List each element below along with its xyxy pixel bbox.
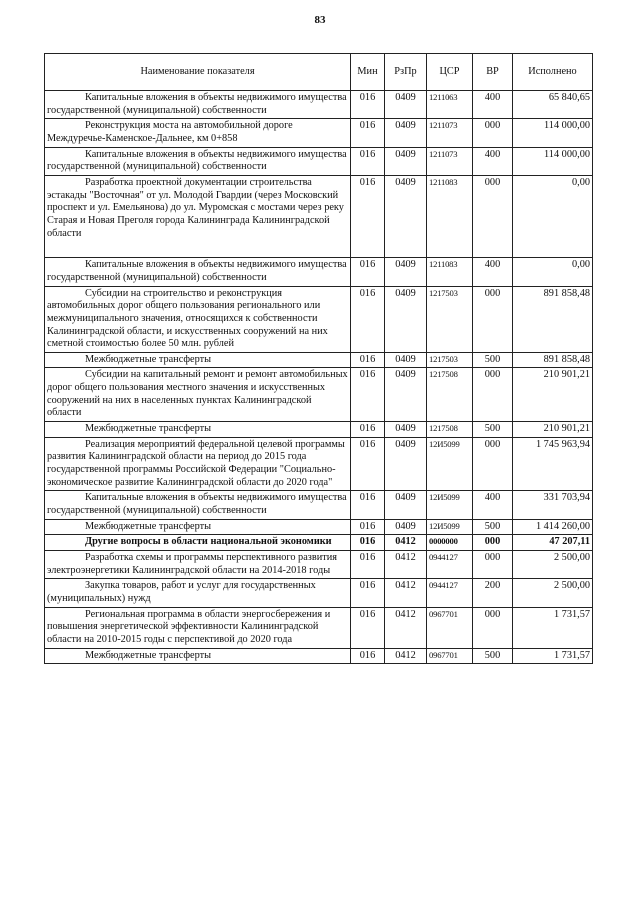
row-rzpr-text: 0409 (395, 287, 416, 299)
header-csr: ЦСР (427, 54, 473, 91)
row-name-text: Межбюджетные трансферты (85, 423, 212, 435)
row-vr (473, 352, 513, 368)
row-rzpr-text: 0409 (395, 423, 416, 435)
row-name (45, 437, 351, 491)
table-row (45, 422, 593, 438)
row-min-text: 016 (359, 287, 376, 299)
row-vr (473, 91, 513, 119)
table-row (45, 91, 593, 119)
row-min-text: 016 (359, 148, 376, 160)
row-executed-text: 1 414 260,00 (535, 520, 590, 532)
table-row (45, 607, 593, 648)
row-rzpr-text: 0409 (395, 92, 416, 103)
row-rzpr (385, 91, 427, 119)
row-rzpr (385, 648, 427, 664)
row-vr (473, 519, 513, 535)
header-vr: ВР (473, 54, 513, 91)
row-vr-text: 400 (484, 148, 501, 160)
row-name (45, 147, 351, 175)
row-executed-text: 210 901,21 (543, 423, 590, 435)
row-vr-text: 000 (484, 287, 501, 299)
row-rzpr (385, 579, 427, 607)
table-row (45, 519, 593, 535)
row-csr (427, 368, 473, 422)
row-vr-text: 000 (484, 120, 501, 132)
row-name (45, 535, 351, 551)
row-csr-text: 1217508 (429, 423, 458, 434)
row-csr (427, 491, 473, 519)
row-name-text: Капитальные вложения в объекты недвижимого имущества государственной (муниципальной) собственности (47, 148, 347, 173)
row-name-text: Межбюджетные трансферты (85, 649, 212, 661)
row-spacer (47, 240, 348, 256)
row-rzpr (385, 535, 427, 551)
row-executed-text: 891 858,48 (543, 353, 590, 365)
row-csr (427, 519, 473, 535)
row-rzpr-text: 0412 (395, 649, 416, 661)
header-rzpr: РзПр (385, 54, 427, 91)
row-vr-text: 500 (484, 649, 501, 661)
table-row (45, 119, 593, 147)
row-vr (473, 437, 513, 491)
row-vr-text: 200 (484, 580, 501, 592)
row-executed (513, 368, 593, 422)
row-name-text: Разработка схемы и программы перспективного развития электроэнергетики Калининградской области на 2014-2018 годы (47, 552, 337, 576)
row-executed (513, 491, 593, 519)
row-rzpr-text: 0409 (395, 176, 416, 188)
row-rzpr (385, 368, 427, 422)
row-csr-text: 1217503 (429, 287, 458, 298)
row-csr-text: 12И5099 (429, 438, 460, 449)
table-row (45, 551, 593, 579)
row-min (351, 648, 385, 664)
row-rzpr-text: 0409 (395, 438, 416, 450)
row-vr-text: 500 (484, 520, 501, 532)
row-csr (427, 648, 473, 664)
row-executed (513, 607, 593, 648)
row-executed-text: 0,00 (571, 176, 590, 188)
row-csr (427, 551, 473, 579)
row-vr (473, 119, 513, 147)
row-name (45, 422, 351, 438)
row-rzpr-text: 0409 (395, 259, 416, 271)
row-name-text: Разработка проектной документации строительства эстакады "Восточная" от ул. Молодой Гвардии (через Московский проспект и ул. Емельянова) до ул. Муромская с мостами через реку Старая и Новая Преголя города Калининграда Калининградской области (47, 176, 344, 239)
row-name (45, 579, 351, 607)
row-name-text: Капитальные вложения в объекты недвижимого имущества государственной (муниципальной) собственности (47, 492, 347, 517)
row-csr-text: 1211073 (429, 148, 458, 159)
row-name (45, 352, 351, 368)
row-executed (513, 648, 593, 664)
row-rzpr-text: 0409 (395, 520, 416, 532)
row-min (351, 286, 385, 352)
row-rzpr (385, 286, 427, 352)
row-csr-text: 1211073 (429, 120, 458, 131)
row-min-text: 016 (359, 120, 376, 132)
row-rzpr-text: 0412 (395, 536, 416, 548)
row-executed-text: 114 000,00 (544, 148, 590, 160)
row-executed (513, 147, 593, 175)
row-rzpr (385, 119, 427, 147)
row-rzpr (385, 607, 427, 648)
row-executed-text: 2 500,00 (553, 580, 590, 592)
row-executed (513, 437, 593, 491)
row-vr (473, 648, 513, 664)
row-name-text: Региональная программа в области энергосбережения и повышения энергетической эффективности Калининградской области на 2010-2015 годы с перспективой до 2020 года (47, 608, 331, 645)
row-executed-text: 1 731,57 (553, 608, 590, 620)
row-executed-text: 210 901,21 (543, 369, 590, 381)
row-name-text: Межбюджетные трансферты (85, 520, 212, 532)
row-min (351, 119, 385, 147)
row-csr (427, 258, 473, 286)
row-vr (473, 535, 513, 551)
row-csr-text: 0944127 (429, 552, 458, 562)
row-vr (473, 422, 513, 438)
row-vr (473, 551, 513, 579)
row-min-text: 016 (359, 580, 376, 592)
row-vr-text: 000 (484, 552, 501, 563)
row-rzpr (385, 491, 427, 519)
row-csr-text: 0967701 (429, 649, 458, 660)
header-min: Мин (351, 54, 385, 91)
row-csr-text: 12И5099 (429, 520, 460, 531)
row-rzpr (385, 175, 427, 257)
row-min-text: 016 (359, 520, 376, 532)
table-row (45, 437, 593, 491)
row-vr-text: 400 (484, 92, 501, 103)
row-vr (473, 579, 513, 607)
row-executed (513, 519, 593, 535)
row-rzpr-text: 0409 (395, 492, 416, 504)
row-csr (427, 286, 473, 352)
row-min (351, 579, 385, 607)
row-executed (513, 258, 593, 286)
row-csr-text: 1211083 (429, 176, 458, 187)
table-row (45, 648, 593, 664)
row-executed (513, 579, 593, 607)
row-vr-text: 400 (484, 259, 501, 271)
row-vr (473, 286, 513, 352)
row-csr-text: 1211063 (429, 92, 458, 102)
row-csr (427, 437, 473, 491)
row-name (45, 119, 351, 147)
row-vr (473, 368, 513, 422)
row-executed (513, 535, 593, 551)
row-rzpr (385, 352, 427, 368)
row-vr-text: 000 (484, 438, 501, 450)
row-rzpr (385, 437, 427, 491)
row-rzpr (385, 258, 427, 286)
row-csr-text: 1217503 (429, 353, 458, 364)
row-name-text: Другие вопросы в области национальной экономики (85, 536, 332, 548)
row-rzpr-text: 0412 (395, 608, 416, 620)
row-min-text: 016 (359, 608, 376, 620)
row-executed-text: 891 858,48 (543, 287, 590, 299)
row-min (351, 422, 385, 438)
row-executed-text: 1 745 963,94 (535, 438, 590, 450)
table-row (45, 352, 593, 368)
row-csr-text: 0000000 (429, 536, 458, 547)
row-executed-text: 65 840,65 (548, 92, 590, 103)
row-min (351, 258, 385, 286)
row-executed-text: 2 500,00 (553, 552, 590, 563)
row-executed (513, 352, 593, 368)
row-rzpr (385, 519, 427, 535)
row-min (351, 607, 385, 648)
table-row (45, 368, 593, 422)
row-min-text: 016 (359, 552, 376, 563)
row-min (351, 551, 385, 579)
row-name (45, 519, 351, 535)
row-min (351, 535, 385, 551)
table-row (45, 258, 593, 286)
row-name-text: Капитальные вложения в объекты недвижимого имущества государственной (муниципальной) собственности (47, 92, 347, 116)
row-min (351, 175, 385, 257)
table-row (45, 535, 593, 551)
row-min-text: 016 (359, 259, 376, 271)
row-csr-text: 1211083 (429, 259, 458, 270)
page-number: 83 (314, 14, 326, 26)
row-rzpr (385, 551, 427, 579)
header-executed: Исполнено (513, 54, 593, 91)
row-rzpr-text: 0409 (395, 353, 416, 365)
table-header-row (45, 54, 593, 91)
row-min-text: 016 (359, 423, 376, 435)
row-vr-text: 500 (484, 353, 501, 365)
row-min-text: 016 (359, 353, 376, 365)
row-executed-text: 0,00 (571, 259, 590, 271)
row-vr (473, 147, 513, 175)
row-min-text: 016 (359, 369, 376, 381)
row-executed (513, 551, 593, 579)
row-csr (427, 535, 473, 551)
row-rzpr-text: 0412 (395, 580, 416, 592)
row-vr-text: 000 (484, 608, 501, 620)
row-executed-text: 1 731,57 (553, 649, 590, 661)
row-vr-text: 000 (484, 176, 501, 188)
row-csr-text: 12И5099 (429, 492, 460, 503)
table-row (45, 491, 593, 519)
row-min-text: 016 (359, 92, 376, 103)
row-executed-text: 331 703,94 (543, 492, 590, 504)
row-name (45, 286, 351, 352)
row-csr (427, 119, 473, 147)
row-rzpr (385, 422, 427, 438)
row-min (351, 91, 385, 119)
row-name (45, 607, 351, 648)
row-rzpr-text: 0409 (395, 369, 416, 381)
row-min-text: 016 (359, 536, 376, 548)
row-vr-text: 500 (484, 423, 501, 435)
row-csr (427, 422, 473, 438)
row-name (45, 491, 351, 519)
row-min-text: 016 (359, 176, 376, 188)
row-min (351, 147, 385, 175)
row-vr-text: 400 (484, 492, 501, 504)
row-name (45, 648, 351, 664)
row-name (45, 175, 351, 257)
row-min-text: 016 (359, 438, 376, 450)
row-rzpr-text: 0412 (395, 552, 416, 563)
row-csr-text: 0967701 (429, 608, 458, 619)
row-min (351, 368, 385, 422)
budget-table (44, 53, 593, 664)
row-csr (427, 579, 473, 607)
table-body (45, 91, 593, 664)
row-csr-text: 0944127 (429, 580, 458, 591)
table-row (45, 579, 593, 607)
row-csr (427, 175, 473, 257)
row-rzpr (385, 147, 427, 175)
row-vr (473, 258, 513, 286)
row-name-text: Реконструкция моста на автомобильной дороге Междуречье-Каменское-Дальнее, км 0+858 (47, 120, 293, 144)
row-executed (513, 286, 593, 352)
row-vr (473, 491, 513, 519)
row-name-text: Капитальные вложения в объекты недвижимого имущества государственной (муниципальной) собственности (47, 259, 347, 283)
row-name (45, 551, 351, 579)
row-csr-text: 1217508 (429, 369, 458, 380)
row-min (351, 352, 385, 368)
row-vr (473, 607, 513, 648)
row-csr (427, 352, 473, 368)
header-name: Наименование показателя (45, 54, 351, 91)
row-min (351, 491, 385, 519)
row-rzpr-text: 0409 (395, 120, 416, 132)
row-executed-text: 114 000,00 (544, 120, 590, 132)
row-executed (513, 422, 593, 438)
row-name (45, 91, 351, 119)
row-executed (513, 119, 593, 147)
row-csr (427, 607, 473, 648)
row-csr (427, 147, 473, 175)
row-name (45, 368, 351, 422)
row-executed-text: 47 207,11 (549, 536, 590, 548)
row-name (45, 258, 351, 286)
row-min-text: 016 (359, 649, 376, 661)
row-name-text: Субсидии на строительство и реконструкция автомобильных дорог общего пользования регионального или межмуниципального значения, относящихся к собственности Калининградской области, и искусственных сооружений на них сметной стоимостью более 50 млн. рублей (47, 287, 328, 350)
row-vr (473, 175, 513, 257)
row-csr (427, 91, 473, 119)
row-vr-text: 000 (484, 536, 501, 548)
row-min (351, 519, 385, 535)
table-row (45, 147, 593, 175)
row-rzpr-text: 0409 (395, 148, 416, 160)
row-executed (513, 91, 593, 119)
row-name-text: Реализация мероприятий федеральной целевой программы развития Калининградской области на период до 2015 года государственной программы Российской Федерации "Социально-экономическое развитие Калининградской области до 2020 года" (47, 438, 345, 488)
row-name-text: Субсидии на капитальный ремонт и ремонт автомобильных дорог общего пользования местного значения и искусственных сооружений на них в населенных пунктах Калининградской области (47, 369, 348, 419)
row-name-text: Закупка товаров, работ и услуг для государственных (муниципальных) нужд (47, 580, 316, 604)
table-row (45, 286, 593, 352)
row-name-text: Межбюджетные трансферты (85, 353, 212, 365)
table-row (45, 175, 593, 257)
row-min (351, 437, 385, 491)
row-min-text: 016 (359, 492, 376, 504)
row-executed (513, 175, 593, 257)
row-vr-text: 000 (484, 369, 501, 381)
